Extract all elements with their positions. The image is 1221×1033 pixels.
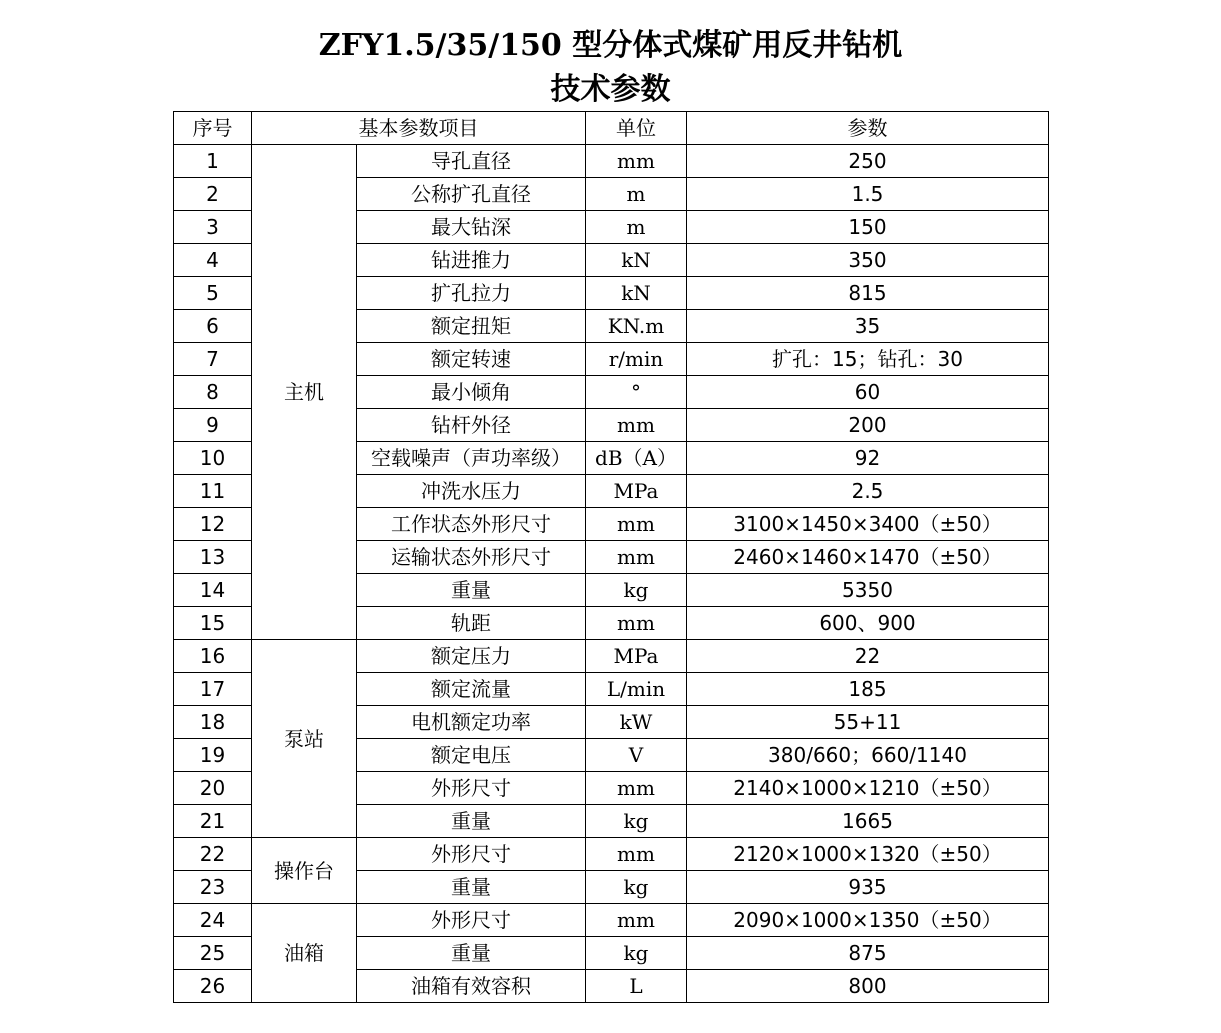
param-value: 935 (687, 871, 1049, 904)
param-value: 2460×1460×1470（±50） (687, 541, 1049, 574)
row-number: 7 (174, 343, 252, 376)
param-value: 150 (687, 211, 1049, 244)
row-number: 10 (174, 442, 252, 475)
row-number: 23 (174, 871, 252, 904)
param-name: 油箱有效容积 (357, 970, 586, 1003)
param-unit: mm (586, 904, 687, 937)
param-name: 额定流量 (357, 673, 586, 706)
param-value: 800 (687, 970, 1049, 1003)
table-row (174, 640, 1049, 673)
param-unit: V (586, 739, 687, 772)
table-row (174, 904, 1049, 937)
param-unit: r/min (586, 343, 687, 376)
param-unit: L (586, 970, 687, 1003)
param-name: 公称扩孔直径 (357, 178, 586, 211)
param-name: 轨距 (357, 607, 586, 640)
param-name: 工作状态外形尺寸 (357, 508, 586, 541)
header-no: 序号 (174, 112, 252, 145)
param-value: 35 (687, 310, 1049, 343)
param-unit: kN (586, 244, 687, 277)
param-name: 重量 (357, 574, 586, 607)
row-number: 26 (174, 970, 252, 1003)
param-value: 350 (687, 244, 1049, 277)
param-unit: kN (586, 277, 687, 310)
param-unit: m (586, 178, 687, 211)
row-number: 4 (174, 244, 252, 277)
header-item: 基本参数项目 (252, 112, 586, 145)
param-unit: kW (586, 706, 687, 739)
param-name: 扩孔拉力 (357, 277, 586, 310)
row-number: 9 (174, 409, 252, 442)
param-value: 2090×1000×1350（±50） (687, 904, 1049, 937)
row-number: 1 (174, 145, 252, 178)
row-number: 19 (174, 739, 252, 772)
row-number: 21 (174, 805, 252, 838)
row-number: 25 (174, 937, 252, 970)
param-value: 5350 (687, 574, 1049, 607)
group-label: 主机 (252, 145, 357, 640)
row-number: 20 (174, 772, 252, 805)
param-unit: m (586, 211, 687, 244)
param-name: 钻杆外径 (357, 409, 586, 442)
param-unit: mm (586, 508, 687, 541)
param-name: 重量 (357, 871, 586, 904)
row-number: 13 (174, 541, 252, 574)
param-name: 重量 (357, 805, 586, 838)
row-number: 2 (174, 178, 252, 211)
row-number: 5 (174, 277, 252, 310)
param-value: 600、900 (687, 607, 1049, 640)
param-value: 92 (687, 442, 1049, 475)
param-value: 扩孔：15；钻孔：30 (687, 343, 1049, 376)
param-value: 3100×1450×3400（±50） (687, 508, 1049, 541)
param-name: 空载噪声（声功率级） (357, 442, 586, 475)
param-value: 2140×1000×1210（±50） (687, 772, 1049, 805)
param-unit: dB（A） (586, 442, 687, 475)
param-name: 额定转速 (357, 343, 586, 376)
param-value: 55+11 (687, 706, 1049, 739)
param-unit: kg (586, 805, 687, 838)
param-value: 2120×1000×1320（±50） (687, 838, 1049, 871)
param-unit: mm (586, 145, 687, 178)
row-number: 14 (174, 574, 252, 607)
param-name: 冲洗水压力 (357, 475, 586, 508)
spec-table (173, 111, 1049, 1003)
param-name: 钻进推力 (357, 244, 586, 277)
table-header-row (174, 112, 1049, 145)
param-value: 380/660；660/1140 (687, 739, 1049, 772)
param-name: 额定扭矩 (357, 310, 586, 343)
row-number: 8 (174, 376, 252, 409)
param-value: 1665 (687, 805, 1049, 838)
row-number: 22 (174, 838, 252, 871)
param-name: 最大钻深 (357, 211, 586, 244)
param-name: 电机额定功率 (357, 706, 586, 739)
param-name: 最小倾角 (357, 376, 586, 409)
param-unit: mm (586, 607, 687, 640)
param-value: 250 (687, 145, 1049, 178)
param-name: 额定压力 (357, 640, 586, 673)
row-number: 16 (174, 640, 252, 673)
param-unit: kg (586, 574, 687, 607)
param-value: 185 (687, 673, 1049, 706)
row-number: 18 (174, 706, 252, 739)
param-value: 2.5 (687, 475, 1049, 508)
param-unit: mm (586, 409, 687, 442)
param-name: 重量 (357, 937, 586, 970)
param-unit: ° (586, 376, 687, 409)
table-row (174, 145, 1049, 178)
param-value: 60 (687, 376, 1049, 409)
param-unit: KN.m (586, 310, 687, 343)
spec-table-body (174, 112, 1049, 1003)
table-row (174, 838, 1049, 871)
document-subtitle: 技术参数 (550, 72, 671, 107)
param-name: 外形尺寸 (357, 904, 586, 937)
row-number: 6 (174, 310, 252, 343)
header-unit: 单位 (586, 112, 687, 145)
param-value: 200 (687, 409, 1049, 442)
row-number: 15 (174, 607, 252, 640)
param-value: 22 (687, 640, 1049, 673)
param-unit: MPa (586, 475, 687, 508)
param-name: 导孔直径 (357, 145, 586, 178)
document-title: ZFY1.5/35/150 型分体式煤矿用反井钻机 (318, 28, 903, 63)
row-number: 11 (174, 475, 252, 508)
row-number: 17 (174, 673, 252, 706)
param-value: 1.5 (687, 178, 1049, 211)
param-name: 外形尺寸 (357, 838, 586, 871)
row-number: 12 (174, 508, 252, 541)
param-value: 875 (687, 937, 1049, 970)
group-label: 操作台 (252, 838, 357, 904)
header-value: 参数 (687, 112, 1049, 145)
param-unit: kg (586, 871, 687, 904)
param-unit: mm (586, 541, 687, 574)
group-label: 油箱 (252, 904, 357, 1003)
param-unit: mm (586, 772, 687, 805)
param-unit: MPa (586, 640, 687, 673)
param-unit: kg (586, 937, 687, 970)
param-value: 815 (687, 277, 1049, 310)
group-label: 泵站 (252, 640, 357, 838)
param-unit: mm (586, 838, 687, 871)
param-name: 运输状态外形尺寸 (357, 541, 586, 574)
param-name: 外形尺寸 (357, 772, 586, 805)
param-name: 额定电压 (357, 739, 586, 772)
row-number: 24 (174, 904, 252, 937)
row-number: 3 (174, 211, 252, 244)
param-unit: L/min (586, 673, 687, 706)
